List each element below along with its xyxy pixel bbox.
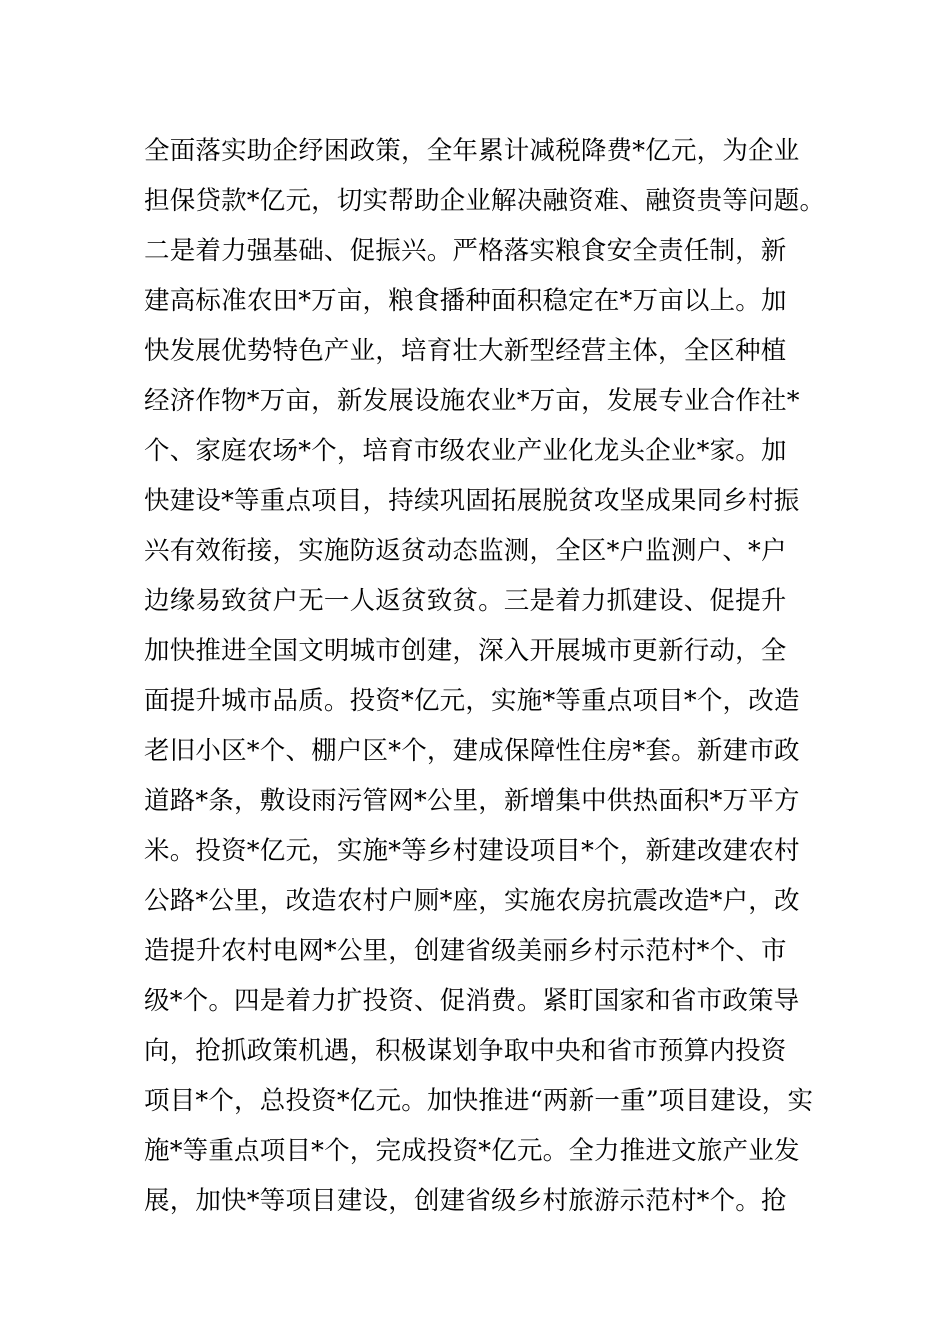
text-line: 向，抢抓政策机遇，积极谋划争取中央和省市预算内投资 <box>144 1036 787 1066</box>
text-line: 造提升农村电网*公里，创建省级美丽乡村示范村*个、市 <box>144 936 787 966</box>
text-line: 快发展优势特色产业，培育壮大新型经营主体，全区种植 <box>144 336 787 366</box>
text-line: 面提升城市品质。投资*亿元，实施*等重点项目*个，改造 <box>144 686 800 716</box>
text-line: 担保贷款*亿元，切实帮助企业解决融资难、融资贵等问题。 <box>144 186 826 216</box>
text-line: 展，加快*等项目建设，创建省级乡村旅游示范村*个。抢 <box>144 1186 787 1216</box>
text-line: 老旧小区*个、棚户区*个，建成保障性住房*套。新建市政 <box>144 736 800 766</box>
text-line: 施*等重点项目*个，完成投资*亿元。全力推进文旅产业发 <box>144 1136 800 1166</box>
text-line: 兴有效衔接，实施防返贫动态监测，全区*户监测户、*户 <box>144 536 787 566</box>
text-line: 二是着力强基础、促振兴。严格落实粮食安全责任制，新 <box>144 236 787 266</box>
text-line: 项目*个，总投资*亿元。加快推进“两新一重”项目建设，实 <box>144 1086 814 1116</box>
text-line: 级*个。四是着力扩投资、促消费。紧盯国家和省市政策导 <box>144 986 800 1016</box>
text-line: 加快推进全国文明城市创建，深入开展城市更新行动，全 <box>144 636 787 666</box>
body-paragraph <box>144 126 824 1226</box>
text-line: 个、家庭农场*个，培育市级农业产业化龙头企业*家。加 <box>144 436 787 466</box>
text-line: 全面落实助企纾困政策，全年累计减税降费*亿元，为企业 <box>144 136 800 166</box>
text-line: 米。投资*亿元，实施*等乡村建设项目*个，新建改建农村 <box>144 836 800 866</box>
text-line: 边缘易致贫户无一人返贫致贫。三是着力抓建设、促提升 <box>144 586 787 616</box>
text-line: 建高标准农田*万亩，粮食播种面积稳定在*万亩以上。加 <box>144 286 787 316</box>
text-line: 道路*条，敷设雨污管网*公里，新增集中供热面积*万平方 <box>144 786 800 816</box>
text-line: 公路*公里，改造农村户厕*座，实施农房抗震改造*户，改 <box>144 886 800 916</box>
text-line: 经济作物*万亩，新发展设施农业*万亩，发展专业合作社* <box>144 386 800 416</box>
text-line: 快建设*等重点项目，持续巩固拓展脱贫攻坚成果同乡村振 <box>144 486 800 516</box>
